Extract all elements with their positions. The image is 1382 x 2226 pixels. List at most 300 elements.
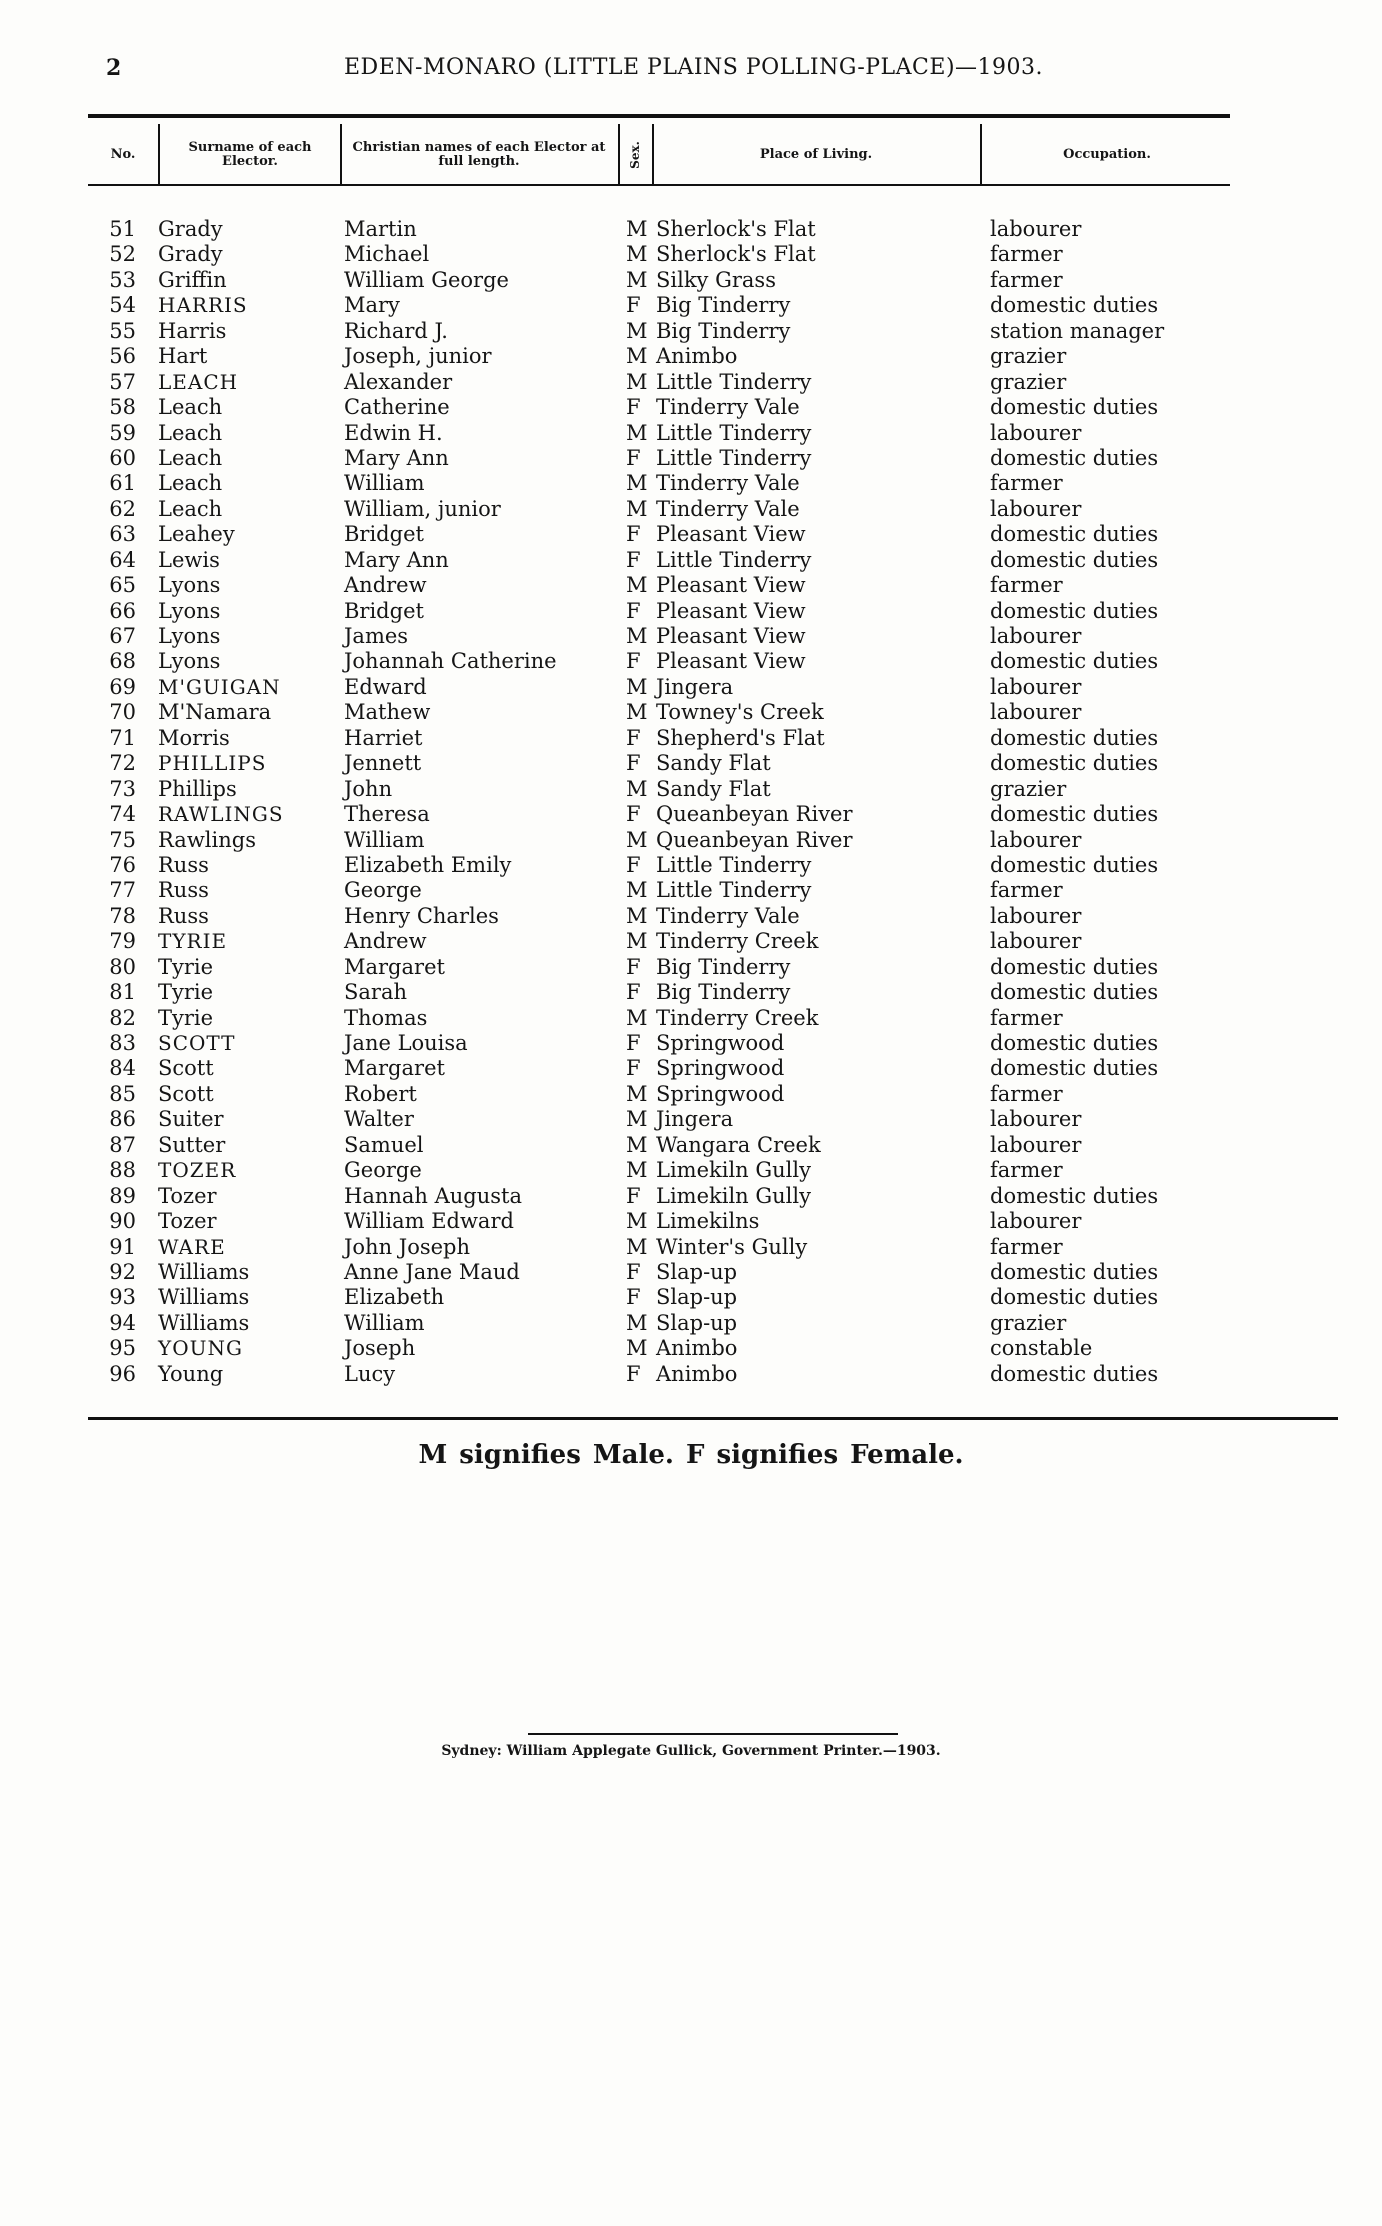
table-row	[0, 421, 1382, 446]
elector-place-of-living: Tinderry Vale	[656, 395, 800, 420]
table-row	[0, 370, 1382, 395]
elector-number: 79	[109, 929, 136, 954]
elector-sex: F	[626, 1183, 641, 1208]
elector-sex: F	[626, 1285, 641, 1310]
elector-surname: Suiter	[158, 1107, 224, 1132]
elector-occupation: farmer	[990, 471, 1063, 496]
elector-occupation: station manager	[990, 318, 1165, 343]
elector-number: 60	[109, 445, 136, 470]
elector-number: 78	[109, 903, 136, 928]
elector-surname: Tyrie	[158, 1005, 214, 1030]
elector-number: 53	[109, 267, 136, 292]
table-row	[0, 802, 1382, 827]
table-row	[0, 1184, 1382, 1209]
elector-sex: F	[626, 1361, 641, 1386]
elector-christian-names: Martin	[344, 217, 417, 241]
elector-number: 64	[109, 547, 136, 572]
elector-surname: Lewis	[158, 547, 220, 572]
elector-surname: Leach	[158, 496, 223, 521]
elector-surname: Lyons	[158, 624, 221, 648]
elector-number: 94	[109, 1310, 136, 1335]
elector-place-of-living: Sandy Flat	[656, 776, 771, 801]
table-row	[0, 242, 1382, 267]
elector-christian-names: Edwin H.	[344, 420, 443, 445]
elector-surname: Russ	[158, 903, 209, 928]
table-row	[0, 904, 1382, 929]
table-row	[0, 828, 1382, 853]
elector-number: 86	[109, 1107, 136, 1132]
table-row	[0, 344, 1382, 369]
elector-surname: Russ	[158, 852, 209, 877]
elector-surname: Tozer	[158, 1183, 217, 1208]
elector-place-of-living: Pleasant View	[656, 649, 806, 674]
elector-christian-names: William Edward	[344, 1209, 514, 1234]
elector-number: 90	[109, 1209, 136, 1234]
elector-occupation: labourer	[990, 1107, 1082, 1132]
elector-sex: F	[626, 395, 641, 420]
elector-surname: WARE	[158, 1234, 226, 1259]
table-row	[0, 599, 1382, 624]
elector-surname: SCOTT	[158, 1031, 236, 1055]
elector-number: 55	[109, 318, 136, 343]
sex-legend: M signifies Male. F signifies Female.	[418, 1440, 964, 1470]
elector-number: 72	[109, 751, 136, 776]
elector-number: 88	[109, 1158, 136, 1183]
elector-place-of-living: Big Tinderry	[656, 954, 791, 979]
elector-number: 65	[109, 573, 136, 598]
table-row	[0, 217, 1382, 242]
elector-place-of-living: Limekiln Gully	[656, 1183, 811, 1208]
column-header-place-of-living: Place of Living.	[759, 147, 873, 162]
table-row	[0, 293, 1382, 318]
imprint-rule	[528, 1733, 898, 1735]
table-row	[0, 853, 1382, 878]
elector-surname: M'Namara	[158, 700, 272, 725]
elector-sex: M	[626, 674, 648, 699]
table-row	[0, 777, 1382, 802]
elector-sex: F	[626, 725, 641, 750]
elector-place-of-living: Springwood	[656, 1031, 785, 1055]
elector-place-of-living: Little Tinderry	[656, 420, 812, 445]
elector-sex: M	[626, 217, 648, 241]
elector-christian-names: Joseph, junior	[344, 344, 492, 369]
page-number: 2	[106, 55, 122, 81]
elector-christian-names: Elizabeth	[344, 1285, 445, 1310]
elector-number: 58	[109, 395, 136, 420]
elector-number: 83	[109, 1031, 136, 1055]
elector-number: 70	[109, 700, 136, 725]
column-divider	[652, 124, 654, 184]
elector-place-of-living: Big Tinderry	[656, 980, 791, 1005]
elector-surname: Sutter	[158, 1132, 226, 1157]
elector-occupation: labourer	[990, 929, 1082, 954]
elector-sex: M	[626, 624, 648, 648]
elector-sex: M	[626, 1081, 648, 1106]
table-row	[0, 573, 1382, 598]
elector-christian-names: Hannah Augusta	[344, 1183, 522, 1208]
column-header-sex	[620, 128, 650, 182]
elector-sex: M	[626, 471, 648, 496]
elector-surname: Leach	[158, 471, 223, 496]
elector-place-of-living: Queanbeyan River	[656, 802, 853, 827]
elector-sex: F	[626, 445, 641, 470]
elector-number: 62	[109, 496, 136, 521]
elector-surname: Williams	[158, 1285, 250, 1310]
elector-christian-names: Andrew	[344, 929, 427, 954]
elector-surname: Leahey	[158, 522, 235, 547]
elector-place-of-living: Shepherd's Flat	[656, 725, 825, 750]
elector-number: 89	[109, 1183, 136, 1208]
elector-christian-names: Anne Jane Maud	[344, 1259, 520, 1284]
elector-surname: YOUNG	[158, 1336, 243, 1361]
elector-occupation: labourer	[990, 827, 1082, 852]
table-row	[0, 675, 1382, 700]
table-row	[0, 1209, 1382, 1234]
elector-place-of-living: Slap-up	[656, 1285, 738, 1310]
elector-number: 66	[109, 598, 136, 623]
elector-sex: F	[626, 980, 641, 1005]
elector-number: 69	[109, 674, 136, 699]
elector-place-of-living: Queanbeyan River	[656, 827, 853, 852]
table-row	[0, 319, 1382, 344]
elector-sex: M	[626, 878, 648, 903]
table-row	[0, 1158, 1382, 1183]
table-row	[0, 1056, 1382, 1081]
elector-occupation: farmer	[990, 573, 1063, 598]
table-row	[0, 955, 1382, 980]
table-row	[0, 1260, 1382, 1285]
elector-place-of-living: Springwood	[656, 1056, 785, 1081]
elector-occupation: farmer	[990, 878, 1063, 903]
elector-occupation: domestic duties	[990, 1361, 1159, 1386]
elector-sex: M	[626, 242, 648, 267]
elector-sex: F	[626, 1259, 641, 1284]
table-row	[0, 878, 1382, 903]
elector-occupation: domestic duties	[990, 598, 1159, 623]
elector-sex: M	[626, 1107, 648, 1132]
elector-place-of-living: Pleasant View	[656, 522, 806, 547]
elector-occupation: grazier	[990, 344, 1067, 369]
elector-occupation: domestic duties	[990, 751, 1159, 776]
elector-christian-names: Mary Ann	[344, 445, 449, 470]
elector-christian-names: Henry Charles	[344, 903, 499, 928]
page-title: EDEN-MONARO (LITTLE PLAINS POLLING-PLACE)—1903.	[344, 55, 1044, 80]
elector-sex: F	[626, 954, 641, 979]
elector-christian-names: Elizabeth Emily	[344, 852, 512, 877]
elector-occupation: domestic duties	[990, 522, 1159, 547]
column-header-occupation: Occupation.	[1063, 147, 1151, 162]
elector-occupation: farmer	[990, 1081, 1063, 1106]
elector-christian-names: Bridget	[344, 522, 424, 547]
table-row	[0, 497, 1382, 522]
elector-place-of-living: Pleasant View	[656, 598, 806, 623]
elector-place-of-living: Jingera	[656, 674, 734, 699]
elector-number: 96	[109, 1361, 136, 1386]
elector-number: 85	[109, 1081, 136, 1106]
elector-number: 76	[109, 852, 136, 877]
elector-occupation: domestic duties	[990, 547, 1159, 572]
elector-place-of-living: Tinderry Creek	[656, 929, 819, 954]
elector-christian-names: William, junior	[344, 496, 501, 521]
table-row	[0, 268, 1382, 293]
elector-surname: Tyrie	[158, 954, 214, 979]
elector-sex: F	[626, 852, 641, 877]
elector-surname: HARRIS	[158, 293, 248, 318]
elector-place-of-living: Little Tinderry	[656, 445, 812, 470]
elector-number: 51	[109, 217, 136, 241]
table-row	[0, 1107, 1382, 1132]
elector-occupation: domestic duties	[990, 395, 1159, 420]
elector-surname: Tozer	[158, 1209, 217, 1234]
elector-sex: M	[626, 827, 648, 852]
table-row	[0, 1285, 1382, 1310]
elector-place-of-living: Little Tinderry	[656, 878, 812, 903]
elector-christian-names: William	[344, 471, 425, 496]
elector-christian-names: Mary	[344, 293, 400, 318]
elector-number: 57	[109, 369, 136, 394]
elector-christian-names: Richard J.	[344, 318, 448, 343]
elector-christian-names: Samuel	[344, 1132, 424, 1157]
elector-surname: Leach	[158, 420, 223, 445]
elector-christian-names: Walter	[344, 1107, 414, 1132]
elector-occupation: labourer	[990, 496, 1082, 521]
elector-occupation: domestic duties	[990, 649, 1159, 674]
elector-surname: Leach	[158, 395, 223, 420]
elector-surname: Harris	[158, 318, 227, 343]
elector-sex: F	[626, 1031, 641, 1055]
elector-number: 56	[109, 344, 136, 369]
elector-surname: M'GUIGAN	[158, 674, 281, 699]
elector-christian-names: Margaret	[344, 1056, 445, 1081]
elector-number: 59	[109, 420, 136, 445]
elector-christian-names: George	[344, 878, 422, 903]
elector-number: 54	[109, 293, 136, 318]
elector-sex: M	[626, 1234, 648, 1259]
elector-occupation: grazier	[990, 1310, 1067, 1335]
elector-occupation: grazier	[990, 776, 1067, 801]
elector-occupation: labourer	[990, 420, 1082, 445]
elector-occupation: labourer	[990, 1132, 1082, 1157]
elector-surname: Williams	[158, 1259, 250, 1284]
elector-sex: F	[626, 802, 641, 827]
elector-occupation: farmer	[990, 267, 1063, 292]
table-row	[0, 548, 1382, 573]
elector-place-of-living: Tinderry Creek	[656, 1005, 819, 1030]
elector-sex: M	[626, 267, 648, 292]
elector-surname: Williams	[158, 1310, 250, 1335]
elector-surname: Lyons	[158, 573, 221, 598]
elector-occupation: domestic duties	[990, 802, 1159, 827]
table-row	[0, 726, 1382, 751]
table-row	[0, 1336, 1382, 1361]
elector-occupation: farmer	[990, 1158, 1063, 1183]
elector-sex: M	[626, 929, 648, 954]
table-row	[0, 1311, 1382, 1336]
elector-place-of-living: Animbo	[656, 344, 738, 369]
table-row	[0, 1031, 1382, 1056]
elector-sex: M	[626, 1158, 648, 1183]
elector-occupation: farmer	[990, 1234, 1063, 1259]
elector-christian-names: Jennett	[344, 751, 422, 776]
elector-number: 93	[109, 1285, 136, 1310]
elector-christian-names: Johannah Catherine	[344, 649, 557, 674]
table-row	[0, 395, 1382, 420]
elector-place-of-living: Pleasant View	[656, 624, 806, 648]
elector-occupation: labourer	[990, 903, 1082, 928]
elector-occupation: domestic duties	[990, 1285, 1159, 1310]
elector-number: 84	[109, 1056, 136, 1081]
elector-occupation: constable	[990, 1336, 1093, 1361]
elector-surname: Russ	[158, 878, 209, 903]
elector-number: 92	[109, 1259, 136, 1284]
elector-place-of-living: Big Tinderry	[656, 293, 791, 318]
elector-sex: M	[626, 1310, 648, 1335]
elector-sex: M	[626, 318, 648, 343]
elector-christian-names: Catherine	[344, 395, 450, 420]
elector-occupation: farmer	[990, 242, 1063, 267]
elector-surname: TYRIE	[158, 929, 228, 954]
column-header-surname: Surname of each Elector.	[188, 140, 312, 169]
elector-sex: M	[626, 420, 648, 445]
elector-surname: PHILLIPS	[158, 751, 267, 776]
elector-christian-names: Michael	[344, 242, 430, 267]
elector-place-of-living: Slap-up	[656, 1259, 738, 1284]
elector-christian-names: Alexander	[344, 369, 453, 394]
elector-sex: M	[626, 1209, 648, 1234]
elector-christian-names: Robert	[344, 1081, 417, 1106]
elector-number: 74	[109, 802, 136, 827]
elector-place-of-living: Sherlock's Flat	[656, 217, 816, 241]
elector-sex: M	[626, 776, 648, 801]
elector-occupation: domestic duties	[990, 852, 1159, 877]
elector-christian-names: Thomas	[344, 1005, 428, 1030]
elector-occupation: domestic duties	[990, 725, 1159, 750]
elector-occupation: domestic duties	[990, 1056, 1159, 1081]
elector-sex: F	[626, 751, 641, 776]
table-bottom-rule	[88, 1417, 1338, 1420]
elector-place-of-living: Animbo	[656, 1336, 738, 1361]
elector-christian-names: Lucy	[344, 1361, 396, 1386]
table-row	[0, 1235, 1382, 1260]
elector-christian-names: James	[344, 624, 409, 648]
elector-surname: Leach	[158, 445, 223, 470]
elector-sex: M	[626, 369, 648, 394]
elector-occupation: labourer	[990, 674, 1082, 699]
table-row	[0, 1362, 1382, 1387]
elector-sex: F	[626, 1056, 641, 1081]
elector-surname: Hart	[158, 344, 208, 369]
elector-christian-names: William	[344, 1310, 425, 1335]
printer-imprint: Sydney: William Applegate Gullick, Government Printer.—1903.	[441, 1743, 941, 1759]
elector-sex: M	[626, 344, 648, 369]
column-divider	[158, 124, 160, 184]
elector-surname: Tyrie	[158, 980, 214, 1005]
table-row	[0, 522, 1382, 547]
table-row	[0, 1006, 1382, 1031]
elector-christian-names: Theresa	[344, 802, 430, 827]
elector-sex: M	[626, 573, 648, 598]
elector-surname: Grady	[158, 242, 223, 267]
elector-number: 71	[109, 725, 136, 750]
elector-number: 75	[109, 827, 136, 852]
elector-christian-names: John Joseph	[344, 1234, 471, 1259]
elector-christian-names: Andrew	[344, 573, 427, 598]
elector-surname: LEACH	[158, 369, 239, 394]
elector-place-of-living: Limekiln Gully	[656, 1158, 811, 1183]
table-row	[0, 751, 1382, 776]
elector-number: 63	[109, 522, 136, 547]
elector-sex: M	[626, 496, 648, 521]
column-header-christian-names: Christian names of each Elector at full length.	[352, 140, 606, 169]
electors-list	[0, 217, 1382, 1387]
elector-sex: M	[626, 903, 648, 928]
elector-occupation: labourer	[990, 1209, 1082, 1234]
elector-sex: F	[626, 293, 641, 318]
elector-surname: Morris	[158, 725, 230, 750]
elector-number: 67	[109, 624, 136, 648]
elector-number: 87	[109, 1132, 136, 1157]
elector-number: 73	[109, 776, 136, 801]
elector-place-of-living: Animbo	[656, 1361, 738, 1386]
elector-surname: TOZER	[158, 1158, 237, 1183]
elector-number: 61	[109, 471, 136, 496]
elector-christian-names: William	[344, 827, 425, 852]
elector-place-of-living: Slap-up	[656, 1310, 738, 1335]
elector-place-of-living: Tinderry Vale	[656, 903, 800, 928]
table-row	[0, 471, 1382, 496]
elector-place-of-living: Little Tinderry	[656, 547, 812, 572]
elector-christian-names: Edward	[344, 674, 427, 699]
elector-place-of-living: Tinderry Vale	[656, 471, 800, 496]
table-row	[0, 1133, 1382, 1158]
header-top-rule	[88, 114, 1230, 118]
elector-sex: F	[626, 522, 641, 547]
elector-sex: M	[626, 1132, 648, 1157]
elector-place-of-living: Sandy Flat	[656, 751, 771, 776]
sex-label: Sex.	[627, 141, 642, 169]
elector-christian-names: Bridget	[344, 598, 424, 623]
elector-number: 82	[109, 1005, 136, 1030]
elector-sex: F	[626, 547, 641, 572]
column-divider	[980, 124, 982, 184]
elector-place-of-living: Sherlock's Flat	[656, 242, 816, 267]
elector-christian-names: Mary Ann	[344, 547, 449, 572]
elector-christian-names: Margaret	[344, 954, 445, 979]
elector-place-of-living: Silky Grass	[656, 267, 776, 292]
elector-sex: M	[626, 700, 648, 725]
elector-occupation: grazier	[990, 369, 1067, 394]
elector-sex: M	[626, 1005, 648, 1030]
elector-occupation: domestic duties	[990, 980, 1159, 1005]
elector-place-of-living: Tinderry Vale	[656, 496, 800, 521]
elector-occupation: farmer	[990, 1005, 1063, 1030]
elector-surname: Lyons	[158, 598, 221, 623]
elector-number: 95	[109, 1336, 136, 1361]
elector-place-of-living: Towney's Creek	[656, 700, 824, 725]
elector-place-of-living: Little Tinderry	[656, 852, 812, 877]
table-row	[0, 700, 1382, 725]
elector-christian-names: Jane Louisa	[344, 1031, 468, 1055]
table-row	[0, 624, 1382, 649]
elector-christian-names: George	[344, 1158, 422, 1183]
elector-occupation: domestic duties	[990, 954, 1159, 979]
elector-occupation: labourer	[990, 217, 1082, 241]
elector-number: 81	[109, 980, 136, 1005]
elector-sex: M	[626, 1336, 648, 1361]
elector-christian-names: Sarah	[344, 980, 407, 1005]
elector-surname: Scott	[158, 1081, 214, 1106]
elector-place-of-living: Limekilns	[656, 1209, 760, 1234]
